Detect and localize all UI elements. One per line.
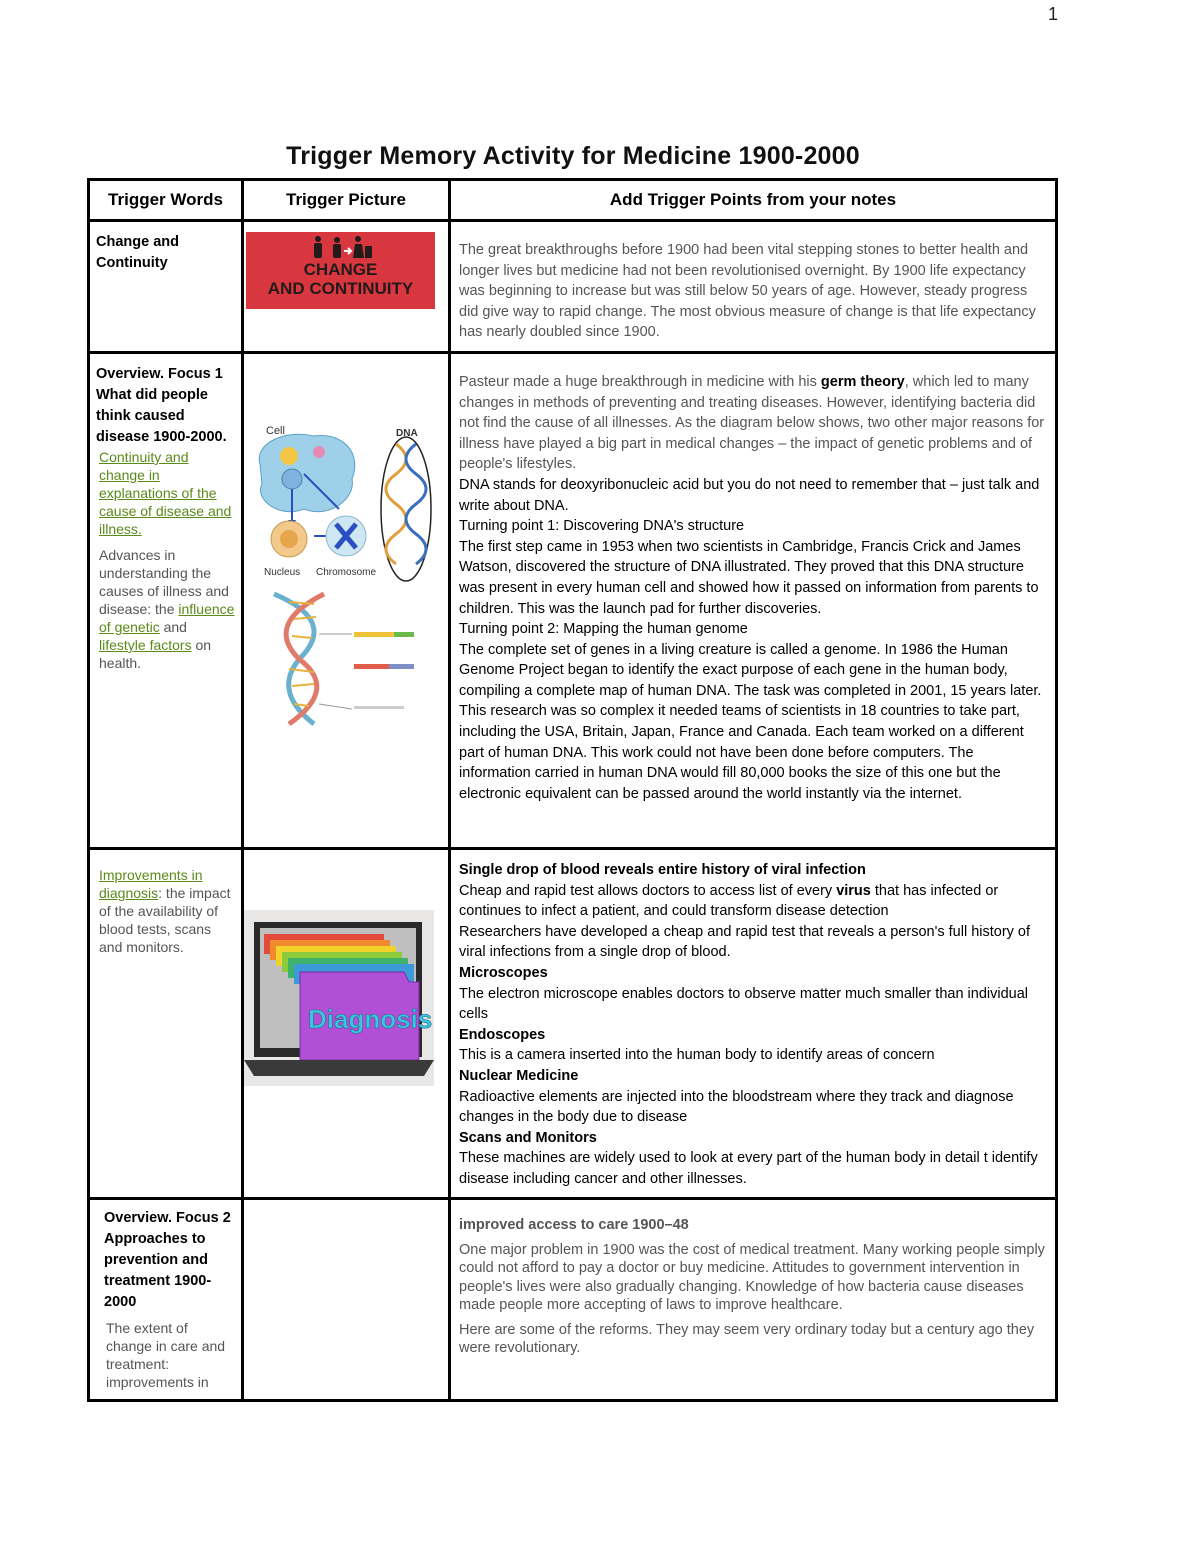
label-dna: DNA (396, 427, 418, 439)
row-focus1 (89, 352, 1057, 848)
diag-p2: Researchers have developed a cheap and rapid test that reveals a person's full history of viral infections from a single drop of blood. (459, 923, 1031, 961)
diag-p1-virus: virus (836, 882, 871, 899)
diag-h-scans: Scans and Monitors (459, 1129, 597, 1146)
focus1-title: Overview. Focus 1 What did people think caused disease 1900-2000. (96, 365, 227, 445)
diagnosis-folder-label: Diagnosis (308, 1003, 433, 1034)
diagnosis-words-rest: : the impact of the availability of blood tests, scans and monitors. (99, 884, 231, 955)
notes-turning-point-2: Turning point 2: Mapping the human genome (459, 621, 748, 638)
notes-pasteur-after: , which led to many changes in methods of preventing and treating diseases. However, identifying bacteria did not find the cause of all illnesses. As the diagram below shows, two other major reasons for illness have played a big part in medical changes – the impact of genetic problems and of people's lifestyles. (459, 373, 1045, 473)
change-continuity-image (246, 232, 435, 309)
dna-diagram-image (244, 424, 448, 739)
focus2-picture-cell (243, 1199, 450, 1401)
diag-p4: This is a camera inserted into the human body to identify areas of concern (459, 1047, 935, 1064)
page-number: 1 (1047, 4, 1058, 24)
trigger-words-change: Change and Continuity (96, 234, 179, 271)
page-title: Trigger Memory Activity for Medicine 1900-2000 (286, 142, 860, 170)
notes-turning-point-1: Turning point 1: Discovering DNA's structure (459, 518, 745, 535)
header-trigger-words: Trigger Words (89, 180, 243, 221)
change-image-text-2: AND CONTINUITY (267, 279, 414, 298)
label-chromosome: Chromosome (316, 566, 377, 578)
notes-germ-theory: germ theory (820, 373, 905, 390)
diag-h-endoscopes: Endoscopes (459, 1026, 546, 1043)
diag-p6: These machines are widely used to look at every part of the human body in detail t identify disease including cancer and other illnesses. (459, 1150, 1038, 1187)
header-row (89, 180, 1057, 221)
trigger-table (87, 178, 1058, 1402)
link-improvements-diagnosis[interactable]: Improvements in diagnosis (99, 866, 203, 901)
notes-pasteur-before: Pasteur made a huge breakthrough in medicine with his (459, 373, 817, 390)
notes-first-step: The first step came in 1953 when two scientists in Cambridge, Francis Crick and James Watson, discovered the structure of DNA illustrated. They proved that this DNA structure was present in every human cell and showed how it passed on information from parents to children. This was the launch pad for further discoveries. (459, 538, 1039, 617)
diag-p1-before: Cheap and rapid test allows doctors to access list of every (459, 882, 833, 899)
diag-h-microscopes: Microscopes (459, 964, 548, 981)
notes-genome: The complete set of genes in a living creature is called a genome. In 1986 the Human Genome Project began to identify the exact purpose of each gene in the human body, compiling a complete map of human DNA. The task was completed in 2001, 15 years later. This research was so complex it needed teams of scientists in 18 countries to take part, including the USA, Britain, Japan, France and Canada. Each team worked on a different part of human DNA. This work could not have been done before computers. The information carried in human DNA would fill 80,000 books the size of this one but the electronic equivalent can be passed around the world instantly via the internet. (459, 641, 1042, 802)
diagnosis-image (244, 910, 434, 1086)
focus1-sub-text: Advances in understanding the causes of illness and disease: the (99, 546, 229, 617)
diag-h1: Single drop of blood reveals entire history of viral infection (459, 861, 866, 878)
focus2-p1: One major problem in 1900 was the cost of medical treatment. Many working people simply could not afford to pay a doctor or buy medicine. Attitudes to government intervention in people's lives were also gradually changing. Knowledge of how bacteria cause diseases made people more accepting of laws to improve healthcare. (459, 1241, 1045, 1314)
diag-p1-after: that has infected or continues to infect a patient, and could transform disease detection (459, 882, 999, 920)
notes-change: The great breakthroughs before 1900 had been vital stepping stones to better health and longer lives but medicine had not been revolutionised overnight. By 1900 life expectancy was beginning to increase but was still below 50 years of age. However, steady progress did give way to rapid change. The most obvious measure of change is that life expectancy has nearly doubled since 1900. (459, 242, 1036, 341)
focus2-h1: improved access to care 1900–48 (459, 1217, 689, 1234)
change-image-text-1: CHANGE (303, 260, 378, 279)
link-continuity-change[interactable]: Continuity and change in explanations of the cause of disease and illness. (99, 448, 232, 537)
people-figures-icon (246, 232, 435, 260)
link-lifestyle-factors[interactable]: lifestyle factors (99, 636, 192, 653)
label-cell: Cell (266, 424, 285, 437)
diag-h-nuclear: Nuclear Medicine (459, 1067, 579, 1084)
focus2-title: Overview. Focus 2 Approaches to prevention and treatment 1900-2000 (104, 1210, 231, 1311)
row-focus2 (89, 1199, 1057, 1401)
row-change-continuity (89, 221, 1057, 353)
label-nucleus: Nucleus (264, 566, 301, 578)
header-trigger-picture: Trigger Picture (243, 180, 450, 221)
header-trigger-points: Add Trigger Points from your notes (450, 180, 1057, 221)
focus2-p2: Here are some of the reforms. They may seem very ordinary today but a century ago they were revolutionary. (459, 1321, 1035, 1357)
row-diagnosis (89, 848, 1057, 1199)
diag-p5: Radioactive elements are injected into the bloodstream where they track and diagnose changes in the body due to disease (459, 1088, 1014, 1126)
focus2-sub: The extent of change in care and treatment: improvements in (106, 1320, 226, 1391)
link-influence-genetic[interactable]: influence of genetic (99, 600, 235, 635)
notes-dna-stands: DNA stands for deoxyribonucleic acid but you do not need to remember that – just talk and write about DNA. (459, 476, 1040, 514)
focus1-sub-text-2: on health. (99, 636, 212, 671)
focus1-and: and (163, 618, 187, 635)
diag-p3: The electron microscope enables doctors to observe matter much smaller than individual cells (459, 985, 1028, 1023)
